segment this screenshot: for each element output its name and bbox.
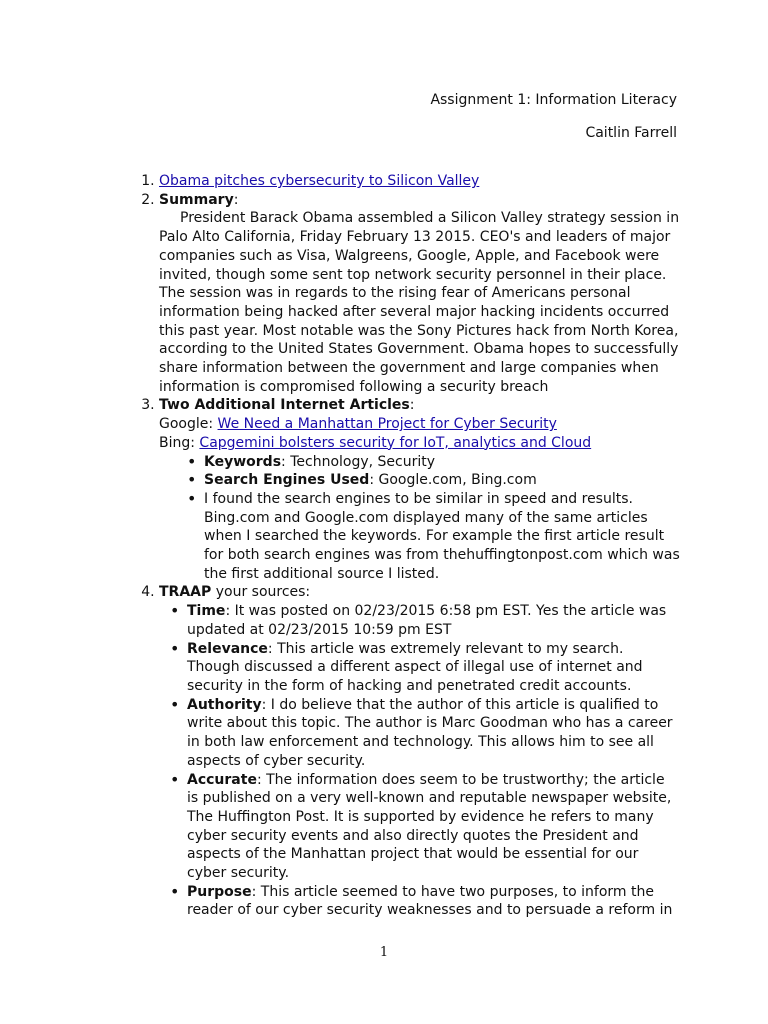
assignment-list: [135, 172, 680, 920]
bullet-label: Authority: [187, 696, 262, 713]
traap-suffix: your sources:: [211, 584, 311, 601]
bullet-search-engines: [204, 471, 680, 490]
bullet-authority: [187, 696, 680, 771]
bullet-text: : It was posted on 02/23/2015 6:58 pm EST. Yes the article was updated at 02/23/2015 10:59 pm EST: [187, 603, 667, 638]
summary-text: President Barack Obama assembled a Silicon Valley strategy session in Palo Alto California, Friday February 13 2015. CEO's and leaders of major companies such as Visa, Walgreens, Google, Apple, and Facebook were invited, though some sent top network security personnel in their place. The session was in regards to the rising fear of Americans personal information being hacked after several major hacking incidents occurred this past year. Most notable was the Sony Pictures hack from North Korea, according to the United States Government. Obama hopes to successfully share information between the government and large companies when information is compromised following a security breach: [159, 210, 680, 395]
summary-colon: :: [233, 191, 239, 208]
article-link-obama[interactable]: Obama pitches cybersecurity to Silicon Valley: [159, 173, 480, 189]
bullet-text: : Google.com, Bing.com: [369, 472, 537, 489]
traap-bullets: [159, 602, 680, 920]
bullet-label: Purpose: [187, 883, 252, 900]
bullet-text: : This article was extremely relevant to my search. Though discussed a different aspect of illegal use of internet and security in the form of hacking and penetrated credit accounts.: [187, 640, 643, 694]
traap-label: TRAAP: [159, 584, 212, 601]
bullet-keywords: [204, 453, 680, 472]
list-item-additional-articles: [159, 396, 680, 583]
bullet-label: Relevance: [187, 640, 268, 657]
additional-articles-colon: :: [409, 397, 415, 414]
additional-articles-label: Two Additional Internet Articles: [159, 397, 410, 414]
list-item-summary: [159, 191, 680, 397]
bullet-text: : This article seemed to have two purposes, to inform the reader of our cyber security weaknesses and to persuade a reform in: [187, 883, 673, 919]
bullet-text: I found the search engines to be similar in speed and results. Bing.com and Google.com displayed many of the same articles when I searched the keywords. For example the first article result for both search engines was from thehuffingtonpost.com which was the first additional source I listed.: [204, 490, 680, 582]
article-link-capgemini[interactable]: Capgemini bolsters security for IoT, analytics and Cloud: [199, 434, 592, 451]
search-bullets: [159, 453, 680, 584]
bullet-text: : Technology, Security: [281, 453, 436, 470]
bullet-label: Search Engines Used: [204, 472, 370, 489]
google-article-line: [159, 415, 680, 434]
bullet-purpose: [187, 883, 680, 920]
document-body: [135, 172, 680, 920]
bullet-relevance: [187, 640, 680, 696]
list-item-traap: [159, 583, 680, 920]
bing-prefix: Bing:: [159, 434, 200, 451]
bullet-label: Accurate: [187, 771, 257, 788]
bullet-text: : The information does seem to be trustworthy; the article is published on a very well-known and reputable newspaper website, The Huffington Post. It is supported by evidence he refers to many cyber security events and also directly quotes the President and aspects of the Manhattan project that would be essential for our cyber security.: [187, 771, 672, 882]
page-number: 1: [379, 945, 389, 960]
document-title: Assignment 1: Information Literacy: [430, 92, 677, 108]
summary-label: Summary: [159, 191, 234, 208]
bullet-time: [187, 602, 680, 639]
bullet-label: Time: [187, 603, 226, 620]
bullet-text: : I do believe that the author of this article is qualified to write about this topic. The author is Marc Goodman who has a career in both law enforcement and technology. This allows him to see all aspects of cyber security.: [187, 696, 673, 769]
bullet-comparison: [204, 490, 680, 584]
article-link-manhattan[interactable]: We Need a Manhattan Project for Cyber Security: [217, 416, 557, 433]
google-prefix: Google:: [159, 416, 218, 433]
bullet-label: Keywords: [204, 453, 282, 470]
author-name: Caitlin Farrell: [585, 125, 677, 141]
list-item-article: [159, 172, 680, 191]
bullet-accurate: [187, 771, 680, 883]
bing-article-line: [159, 434, 680, 453]
